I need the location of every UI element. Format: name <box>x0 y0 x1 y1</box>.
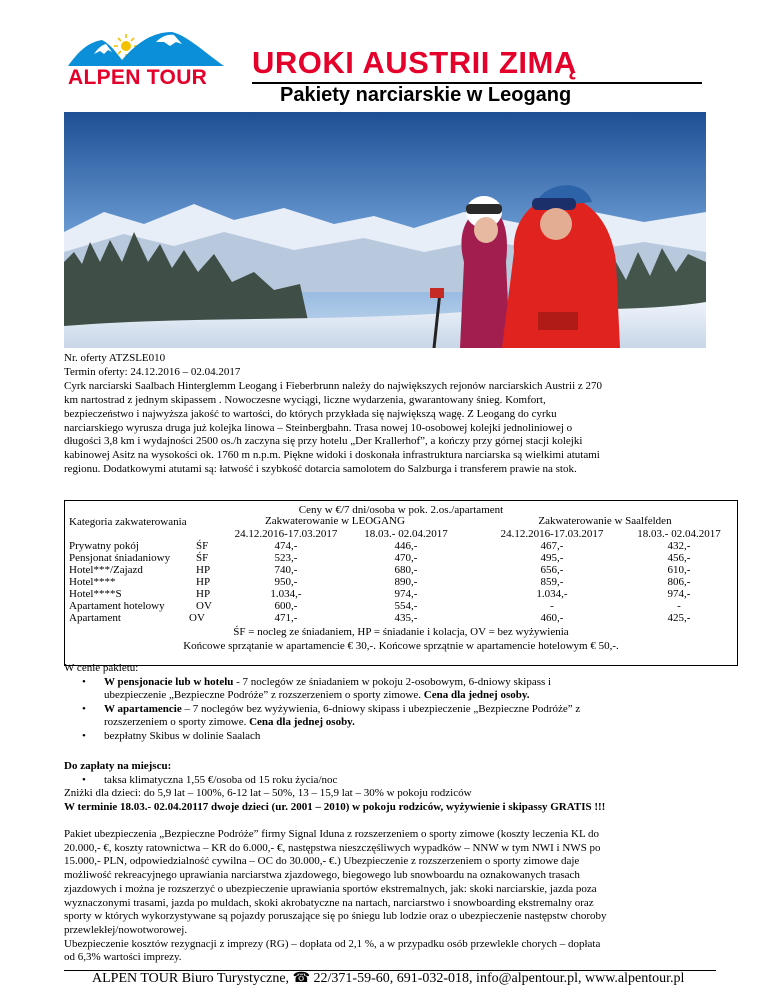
child-discounts: Zniżki dla dzieci: do 5,9 lat – 100%, 6-12 lat – 50%, 13 – 15,9 lat – 30% w pokoju rodziców <box>64 787 472 800</box>
cleaning-note: Końcowe sprzątanie w apartamencie € 30,-. Końcowe sprzątnie w apartamencie hotelowym € 50,-. <box>183 640 619 652</box>
price-cell: 471,- <box>274 612 298 624</box>
category-name: Apartament <box>69 612 121 624</box>
price-cell: 890,- <box>394 576 418 588</box>
board-type: ŚF <box>196 540 209 552</box>
footer-company: ALPEN TOUR Biuro Turystyczne, <box>92 971 293 986</box>
period-header: 18.03.- 02.04.2017 <box>364 528 448 540</box>
board-type: HP <box>196 576 211 588</box>
offer-description-line: Cyrk narciarski Saalbach Hinterglemm Leogang i Fieberbrunn należy do największych rejonów narciarskich Austrii z 270 <box>64 379 603 392</box>
category-name: Hotel****S <box>69 588 122 600</box>
footer-contact: 22/371-59-60, 691-032-018, info@alpentour.pl, www.alpentour.pl <box>310 971 685 986</box>
insurance-line: 15.000,- PLN, odpowiedzialność cywilna – OC do 30.000,- €.) Ubezpieczenie z rozszerzeniem o sporty zimowe daje <box>64 855 580 868</box>
promo-text: W terminie 18.03.- 02.04.20117 dwoje dzieci (ur. 2001 – 2010) w pokoju rodziców, wyżywienie i skipassy GRATIS !!! <box>64 800 606 813</box>
package-item-text: - 7 noclegów ze śniadaniem w pokoju 2-osobowym, 6-dniowy skipass i <box>233 675 552 688</box>
package-item <box>104 676 724 703</box>
price-cell: 474,- <box>274 540 298 552</box>
package-item-text: bezpłatny Skibus w dolinie Saalach <box>104 729 261 742</box>
insurance-line: 20.000,- €, koszty ratownictwa – KR do 6.000,- €, następstwa nieszczęśliwych wypadków – NNW w tym NWI i NWS po <box>64 841 601 854</box>
insurance-line: Pakiet ubezpieczenia „Bezpieczne Podróże” firmy Signal Iduna z rozszerzeniem o sporty zimowe (koszty leczenia KL do <box>64 828 600 840</box>
logo-text: ALPEN TOUR <box>68 66 208 89</box>
footer <box>92 970 684 987</box>
offer-description-line: kabinowej Asitz na wysokości ok. 1760 m n.p.m. Piękne widoki i doskonała infrastruktura narciarska są wielkimi atutami <box>64 449 600 462</box>
insurance-line: zjazdowych i można je rozszerzyć o ubezpieczenie uprawiania sportów ekstremalnych, jak: skoki narciarskie, jazda poza <box>64 882 597 895</box>
category-name: Hotel**** <box>69 576 116 588</box>
price-cell: 974,- <box>667 588 691 600</box>
package-item-title: W apartamencie <box>104 702 182 715</box>
price-cell: 446,- <box>394 540 418 552</box>
period-header: 24.12.2016-17.03.2017 <box>500 528 604 540</box>
offer-intro <box>64 352 714 477</box>
price-cell: 656,- <box>540 564 564 576</box>
price-caption: Ceny w €/7 dni/osoba w pok. 2.os./apartament <box>298 504 504 516</box>
price-cell: 680,- <box>394 564 418 576</box>
package-item-text: rozszerzeniem o sporty zimowe. <box>104 716 250 729</box>
period-header: 18.03.- 02.04.2017 <box>637 528 721 540</box>
offer-description-line: narciarskiego wyrusza druga już kolejka linowa – Steinbergbahn. Trasa nowej 10-osobowej kolejki jednoliniowej o <box>64 421 573 434</box>
category-name: Prywatny pokój <box>69 540 139 552</box>
price-cell: 523,- <box>274 552 298 564</box>
period-header: 24.12.2016-17.03.2017 <box>234 528 338 540</box>
category-name: Apartament hotelowy <box>69 600 165 612</box>
insurance-line: sporty w których wykorzystywane są pojazdy poruszające się po śniegu lub lodzie oraz o ubezpieczenie następstw choroby <box>64 910 607 923</box>
page-subtitle: Pakiety narciarskie w Leogang <box>280 84 572 106</box>
insurance-section <box>64 828 712 965</box>
price-cell: 425,- <box>667 612 691 624</box>
leogang-header: Zakwaterowanie w LEOGANG <box>265 515 405 527</box>
price-cell: 470,- <box>394 552 418 564</box>
skiers-mountain-photo <box>64 112 706 348</box>
package-section <box>64 662 724 744</box>
insurance-line: możliwość rekreacyjnego uprawiania narciarstwa zjazdowego, biegowego lub snowboardu na oznakowanych trasach <box>64 869 580 882</box>
price-cell: 950,- <box>274 576 298 588</box>
insurance-line: przewlekłej/nowotworowej. <box>64 923 188 936</box>
insurance-line: od 6,3% wartości imprezy. <box>64 951 182 964</box>
offer-number: Nr. oferty ATZSLE010 <box>64 352 166 364</box>
board-type: OV <box>189 612 205 624</box>
price-cell: 740,- <box>274 564 298 576</box>
price-cell: 460,- <box>540 612 564 624</box>
payment-heading: Do zapłaty na miejscu: <box>64 760 172 772</box>
price-cell: 806,- <box>667 576 691 588</box>
price-cell: 600,- <box>274 600 298 612</box>
board-type: OV <box>196 600 212 612</box>
board-type: HP <box>196 588 211 600</box>
price-cell: 1.034,- <box>536 588 568 600</box>
price-cell: - <box>550 600 554 612</box>
offer-description-line: długości 3,8 km i wydajności 2500 os./h zaczyna się przy hotelu „Der Krallerhof”, a kończy przy górnej stacji kolejki <box>64 435 583 448</box>
board-type: HP <box>196 564 211 576</box>
category-header: Kategoria zakwaterowania <box>69 516 187 528</box>
ski-couple-image <box>64 112 706 348</box>
insurance-line: Ubezpieczenie kosztów rezygnacji z imprezy (RG) – dopłata od 2,1 %, a w przypadku osób przewlekle chorych – dopłata <box>64 937 601 950</box>
price-cell: 432,- <box>667 540 691 552</box>
payment-section <box>64 760 724 814</box>
package-item-note: Cena dla jednej osoby. <box>423 689 530 702</box>
offer-description-line: regionu. Dodatkowymi atutami są: łatwość i szybkość dotarcia samolotem do Salzburga i transferem prawie na stok. <box>64 463 577 476</box>
telephone-icon: ☎ <box>292 971 311 986</box>
page-title: UROKI AUSTRII ZIMĄ <box>252 45 577 80</box>
price-cell: 554,- <box>394 600 418 612</box>
insurance-line: wyznaczonymi trasami, jazda po muldach, skoki akrobatyczne na nartach, narciarstwo i snowboarding ekstremalny oraz <box>64 896 594 909</box>
package-item <box>104 703 724 730</box>
offer-description-line: bezpieczeństwo i najwyższa jakość to wartości, do których przykłada się największą wagę. Z Leogang do cyrku <box>64 407 557 420</box>
package-item-note: Cena dla jednej osoby. <box>249 716 355 729</box>
offer-description-line: km nartostrad z jednym skipassem . Nowoczesne wyciągi, liczne wydarzenia, gwarantowany śnieg. Komfort, <box>64 393 546 406</box>
price-cell: 467,- <box>540 540 564 552</box>
package-item-title: W pensjonacie lub w hotelu <box>104 675 234 688</box>
board-type: ŚF <box>196 552 209 564</box>
package-heading: W cenie pakietu: <box>64 662 139 674</box>
package-item <box>104 730 724 744</box>
price-cell: 974,- <box>394 588 418 600</box>
price-cell: 859,- <box>540 576 564 588</box>
package-item-text: – 7 noclegów bez wyżywienia, 6-dniowy skipass i ubezpieczenie „Bezpieczne Podróże” z <box>181 702 581 715</box>
offer-dates: Termin oferty: 24.12.2016 – 02.04.2017 <box>64 365 241 378</box>
price-cell: 456,- <box>667 552 691 564</box>
price-cell: - <box>677 600 681 612</box>
price-cell: 435,- <box>394 612 418 624</box>
price-cell: 495,- <box>540 552 564 564</box>
category-name: Hotel***/Zajazd <box>69 564 143 576</box>
category-name: Pensjonat śniadaniowy <box>69 552 171 564</box>
board-legend: ŚF = nocleg ze śniadaniem, HP = śniadanie i kolacja, OV = bez wyżywienia <box>233 626 569 638</box>
package-item-text: ubezpieczenie „Bezpieczne Podróże” z rozszerzeniem o sporty zimowe. <box>104 689 424 702</box>
payment-item: • taksa klimatyczna 1,55 €/osoba od 15 roku życia/noc <box>104 774 724 788</box>
price-cell: 1.034,- <box>270 588 302 600</box>
saalfelden-header: Zakwaterowanie w Saalfelden <box>538 515 672 527</box>
price-cell: 610,- <box>667 564 691 576</box>
price-table <box>64 500 738 666</box>
